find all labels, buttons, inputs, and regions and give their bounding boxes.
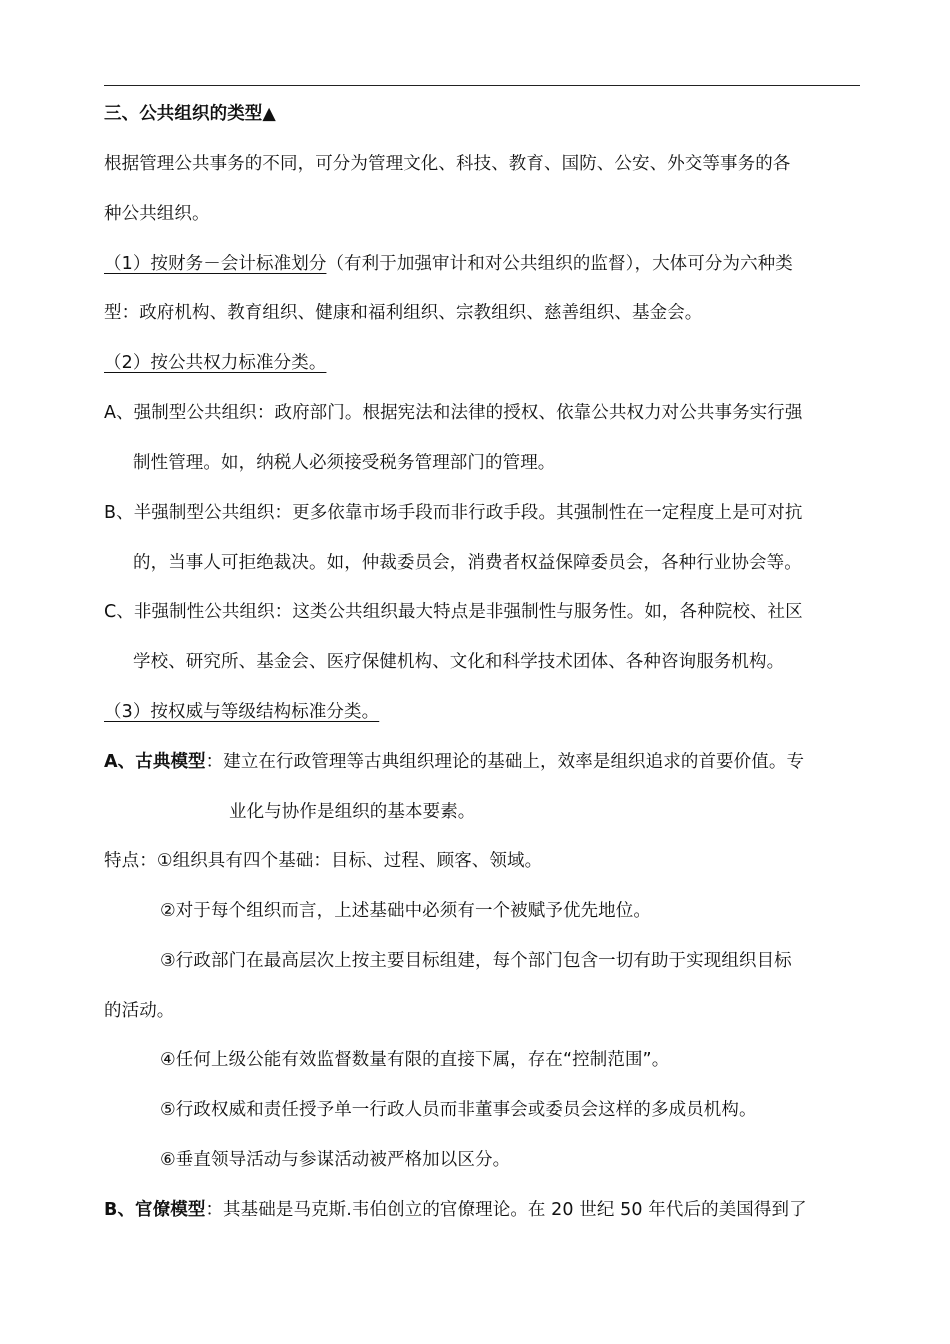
classic-model-label: A、古典模型 <box>104 752 206 772</box>
bureaucratic-model-line-1 <box>104 1198 807 1222</box>
finance-paragraph-line-1 <box>104 252 793 276</box>
authority-subheading: （3）按权威与等级结构标准分类。 <box>104 702 380 722</box>
features-prefix: 特点： <box>104 851 157 871</box>
power-a-line-1: A、强制型公共组织：政府部门。根据宪法和法律的授权、依靠公共权力对公共事务实行强 <box>104 403 803 423</box>
header-rule <box>104 85 860 86</box>
power-c-line-2: 学校、研究所、基金会、医疗保健机构、文化和科学技术团体、各种咨询服务机构。 <box>133 652 785 672</box>
power-c-line-1: C、非强制性公共组织：这类公共组织最大特点是非强制性与服务性。如，各种院校、社区 <box>104 602 803 622</box>
classic-model-line-1 <box>104 750 804 774</box>
feature-2: ②对于每个组织而言，上述基础中必须有一个被赋予优先地位。 <box>160 901 651 921</box>
section-heading: 三、公共组织的类型▲ <box>104 104 276 124</box>
classic-model-line-2: 业化与协作是组织的基本要素。 <box>229 802 476 822</box>
feature-3-line-2: 的活动。 <box>104 1001 175 1021</box>
intro-line-2: 种公共组织。 <box>104 204 210 224</box>
bureaucratic-model-label: B、官僚模型 <box>104 1200 206 1220</box>
power-b-line-2: 的，当事人可拒绝裁决。如，仲裁委员会，消费者权益保障委员会，各种行业协会等。 <box>133 553 802 573</box>
feature-4: ④任何上级公能有效监督数量有限的直接下属，存在“控制范围”。 <box>160 1050 670 1070</box>
power-subheading: （2）按公共权力标准分类。 <box>104 353 327 373</box>
finance-text: （有利于加强审计和对公共组织的监督），大体可分为六种类 <box>326 254 793 274</box>
power-subheading-line <box>104 351 326 375</box>
features-line-1 <box>104 849 542 873</box>
classic-model-text: ：建立在行政管理等古典组织理论的基础上，效率是组织追求的首要价值。专 <box>205 752 805 772</box>
power-b-line-1: B、半强制型公共组织：更多依靠市场手段而非行政手段。其强制性在一定程度上是可对抗 <box>104 503 803 523</box>
feature-1: ①组织具有四个基础：目标、过程、顾客、领域。 <box>156 851 543 871</box>
finance-paragraph-line-2: 型：政府机构、教育组织、健康和福利组织、宗教组织、慈善组织、基金会。 <box>104 303 703 323</box>
feature-3-line-1: ③行政部门在最高层次上按主要目标组建，每个部门包含一切有助于实现组织目标 <box>160 951 792 971</box>
intro-line-1: 根据管理公共事务的不同，可分为管理文化、科技、教育、国防、公安、外交等事务的各 <box>104 154 791 174</box>
feature-5: ⑤行政权威和责任授予单一行政人员而非董事会或委员会这样的多成员机构。 <box>160 1100 757 1120</box>
authority-subheading-line <box>104 700 379 724</box>
finance-subheading: （1）按财务－会计标准划分 <box>104 254 327 274</box>
power-a-line-2: 制性管理。如，纳税人必须接受税务管理部门的管理。 <box>133 453 556 473</box>
bureaucratic-model-text: ：其基础是马克斯.韦伯创立的官僚理论。在 20 世纪 50 年代后的美国得到了 <box>205 1200 807 1220</box>
feature-6: ⑥垂直领导活动与参谋活动被严格加以区分。 <box>160 1150 511 1170</box>
